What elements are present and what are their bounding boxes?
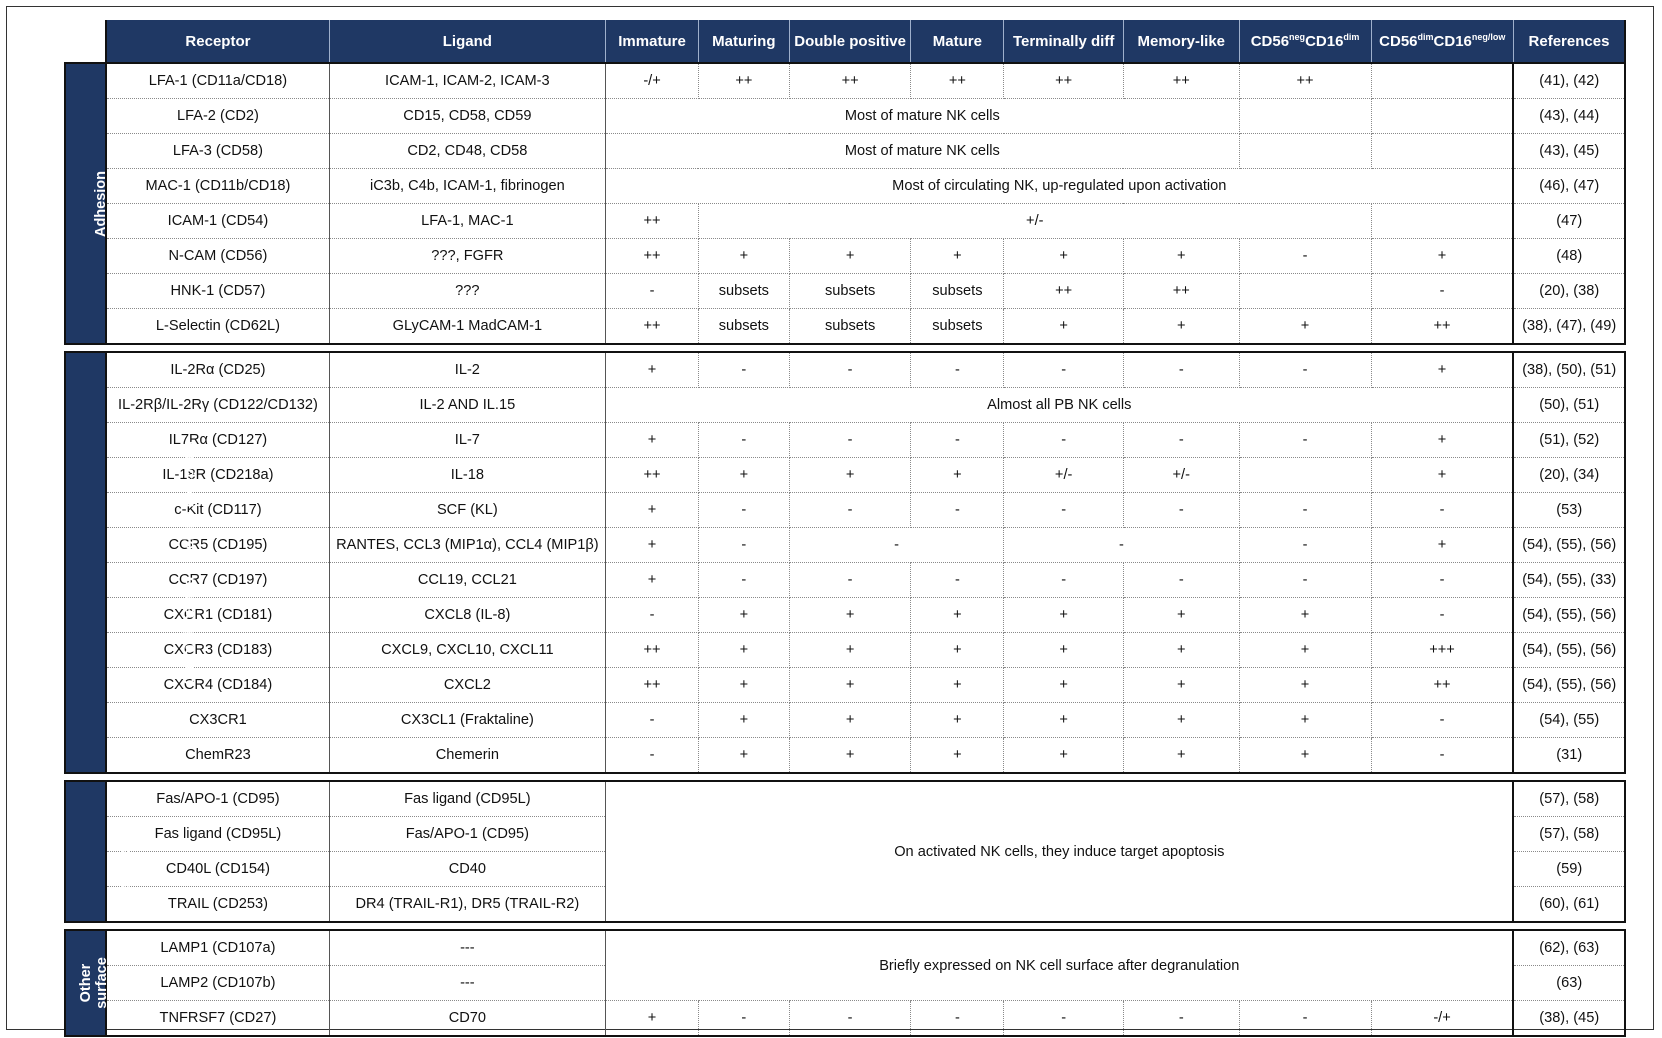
table-row xyxy=(65,528,1625,563)
value-cell: + xyxy=(911,738,1004,774)
ligand-cell: CD2, CD48, CD58 xyxy=(329,134,606,169)
ligand-cell: SCF (KL) xyxy=(329,493,606,528)
value-cell: - xyxy=(606,738,699,774)
header-immature: Immature xyxy=(606,20,699,63)
reference-cell: (20), (34) xyxy=(1513,458,1625,493)
value-cell: + xyxy=(1123,703,1239,738)
category-adhesion xyxy=(65,63,110,344)
value-cell: - xyxy=(1371,703,1513,738)
ligand-cell: CD70 xyxy=(329,1001,606,1037)
value-cell: - xyxy=(698,423,789,458)
value-cell: ++ xyxy=(606,458,699,493)
value-cell: + xyxy=(789,598,911,633)
table-row xyxy=(65,352,1625,388)
value-cell xyxy=(1239,458,1371,493)
value-cell: + xyxy=(1239,668,1371,703)
ligand-cell: CD40 xyxy=(329,852,606,887)
receptor-cell: LFA-3 (CD58) xyxy=(106,134,329,169)
value-cell: + xyxy=(1123,738,1239,774)
header-references: References xyxy=(1513,20,1625,63)
ligand-cell: CXCL8 (IL-8) xyxy=(329,598,606,633)
value-cell: - xyxy=(606,274,699,309)
table-row xyxy=(65,598,1625,633)
value-cell: - xyxy=(1239,1001,1371,1037)
category-label: Chemokine and Cytokine receptors xyxy=(181,440,198,685)
value-cell: - xyxy=(1371,563,1513,598)
category-label: Adhesion xyxy=(93,170,110,237)
value-cell: - xyxy=(1371,493,1513,528)
ligand-cell: CXCL9, CXCL10, CXCL11 xyxy=(329,633,606,668)
ligand-cell: --- xyxy=(329,966,606,1001)
value-cell: ++ xyxy=(1123,63,1239,99)
ligand-cell: Fas/APO-1 (CD95) xyxy=(329,817,606,852)
value-cell: + xyxy=(1004,738,1124,774)
span-cell: +/- xyxy=(698,204,1371,239)
value-cell: - xyxy=(1239,352,1371,388)
value-cell: ++ xyxy=(1004,63,1124,99)
table-row xyxy=(65,134,1625,169)
value-cell: ++ xyxy=(1239,63,1371,99)
category-death-receptors xyxy=(65,781,134,922)
reference-cell: (54), (55), (56) xyxy=(1513,528,1625,563)
value-cell: - xyxy=(1123,1001,1239,1037)
category-chemokine-cytokine xyxy=(65,352,198,773)
value-cell: + xyxy=(606,1001,699,1037)
table-row xyxy=(65,703,1625,738)
value-cell: - xyxy=(1239,563,1371,598)
value-cell: ++ xyxy=(606,633,699,668)
value-cell: + xyxy=(1004,239,1124,274)
value-cell: - xyxy=(606,598,699,633)
ligand-cell: IL-7 xyxy=(329,423,606,458)
value-cell: - xyxy=(1239,423,1371,458)
value-cell: + xyxy=(1371,458,1513,493)
value-cell: ++ xyxy=(606,309,699,345)
value-cell: - xyxy=(911,1001,1004,1037)
receptor-cell: CCR5 (CD195) xyxy=(106,528,329,563)
reference-cell: (63) xyxy=(1513,966,1625,1001)
header-receptor: Receptor xyxy=(106,20,329,63)
reference-cell: (43), (44) xyxy=(1513,99,1625,134)
value-cell: - xyxy=(789,563,911,598)
value-cell: - xyxy=(1123,352,1239,388)
value-cell: subsets xyxy=(911,309,1004,345)
value-cell: subsets xyxy=(911,274,1004,309)
value-cell xyxy=(1239,274,1371,309)
header-memory-like: Memory-like xyxy=(1123,20,1239,63)
category-other-surface xyxy=(65,930,110,1036)
nk-receptor-table xyxy=(64,20,1626,1037)
reference-cell: (38), (50), (51) xyxy=(1513,352,1625,388)
receptor-cell: L-Selectin (CD62L) xyxy=(106,309,329,345)
header-maturing: Maturing xyxy=(698,20,789,63)
reference-cell: (59) xyxy=(1513,852,1625,887)
table-row xyxy=(65,493,1625,528)
span-cell: Almost all PB NK cells xyxy=(606,388,1514,423)
value-cell xyxy=(1371,204,1513,239)
table-row xyxy=(65,423,1625,458)
ligand-cell: CX3CL1 (Fraktaline) xyxy=(329,703,606,738)
value-cell: + xyxy=(1123,633,1239,668)
table-row xyxy=(65,458,1625,493)
value-cell: + xyxy=(1004,668,1124,703)
value-cell: + xyxy=(606,493,699,528)
value-cell xyxy=(1371,63,1513,99)
value-cell: ++ xyxy=(1371,309,1513,345)
reference-cell: (60), (61) xyxy=(1513,887,1625,923)
reference-cell: (54), (55) xyxy=(1513,703,1625,738)
value-cell: - xyxy=(911,563,1004,598)
value-cell: - xyxy=(789,1001,911,1037)
value-cell: - xyxy=(1371,738,1513,774)
value-cell: - xyxy=(1004,1001,1124,1037)
value-cell: + xyxy=(1239,633,1371,668)
value-cell: ++ xyxy=(911,63,1004,99)
receptor-cell: IL-18R (CD218a) xyxy=(106,458,329,493)
value-cell xyxy=(1371,99,1513,134)
span-cell: Briefly expressed on NK cell surface after degranulation xyxy=(606,930,1514,1001)
value-cell: ++ xyxy=(1123,274,1239,309)
receptor-cell: TRAIL (CD253) xyxy=(106,887,329,923)
receptor-cell: LAMP1 (CD107a) xyxy=(106,930,329,966)
span-cell: Most of mature NK cells xyxy=(606,134,1239,169)
category-label: Death Receptors xyxy=(117,793,134,910)
value-cell: + xyxy=(911,239,1004,274)
reference-cell: (20), (38) xyxy=(1513,274,1625,309)
ligand-cell: GLyCAM-1 MadCAM-1 xyxy=(329,309,606,345)
receptor-cell: CXCR4 (CD184) xyxy=(106,668,329,703)
value-cell: + xyxy=(911,703,1004,738)
value-cell: + xyxy=(1371,239,1513,274)
reference-cell: (54), (55), (33) xyxy=(1513,563,1625,598)
table-row xyxy=(65,169,1625,204)
value-cell: -/+ xyxy=(606,63,699,99)
value-cell: + xyxy=(698,598,789,633)
table-row xyxy=(65,309,1625,345)
value-cell: + xyxy=(789,668,911,703)
ligand-cell: Chemerin xyxy=(329,738,606,774)
value-cell: + xyxy=(911,633,1004,668)
ligand-cell: LFA-1, MAC-1 xyxy=(329,204,606,239)
value-cell: - xyxy=(698,563,789,598)
ligand-cell: IL-18 xyxy=(329,458,606,493)
receptor-cell: LFA-2 (CD2) xyxy=(106,99,329,134)
header-double-positive: Double positive xyxy=(789,20,911,63)
receptor-cell: CCR7 (CD197) xyxy=(106,563,329,598)
value-cell: - xyxy=(1371,274,1513,309)
value-cell: - xyxy=(1004,563,1124,598)
receptor-cell: CD40L (CD154) xyxy=(106,852,329,887)
value-cell: + xyxy=(698,738,789,774)
receptor-cell: IL-2Rβ/IL-2Rγ (CD122/CD132) xyxy=(106,388,329,423)
value-cell: + xyxy=(1004,703,1124,738)
reference-cell: (50), (51) xyxy=(1513,388,1625,423)
table-row xyxy=(65,930,1625,966)
value-cell: subsets xyxy=(789,274,911,309)
header-cd56neg-cd16dim: $CD56^{neg}CD16^{dim}$ xyxy=(1239,20,1371,63)
value-cell: ++ xyxy=(606,204,699,239)
value-cell: + xyxy=(606,563,699,598)
ligand-cell: CCL19, CCL21 xyxy=(329,563,606,598)
span-cell: Most of mature NK cells xyxy=(606,99,1239,134)
reference-cell: (57), (58) xyxy=(1513,817,1625,852)
table-row xyxy=(65,738,1625,774)
value-cell: subsets xyxy=(789,309,911,345)
ligand-cell: CXCL2 xyxy=(329,668,606,703)
reference-cell: (41), (42) xyxy=(1513,63,1625,99)
ligand-cell: DR4 (TRAIL-R1), DR5 (TRAIL-R2) xyxy=(329,887,606,923)
receptor-cell: HNK-1 (CD57) xyxy=(106,274,329,309)
value-cell: + xyxy=(606,352,699,388)
value-cell: - xyxy=(1123,563,1239,598)
value-cell: - xyxy=(1123,493,1239,528)
value-cell xyxy=(1239,134,1371,169)
value-cell: - xyxy=(789,352,911,388)
value-cell: - xyxy=(698,528,789,563)
value-cell: +/- xyxy=(1123,458,1239,493)
value-cell: + xyxy=(789,703,911,738)
value-cell: + xyxy=(789,633,911,668)
value-cell: + xyxy=(1123,668,1239,703)
value-cell: ++ xyxy=(789,63,911,99)
value-cell: + xyxy=(1004,598,1124,633)
value-cell: + xyxy=(789,738,911,774)
section-gap xyxy=(65,344,1625,352)
value-cell: - xyxy=(1004,352,1124,388)
value-cell: - xyxy=(606,703,699,738)
value-cell: + xyxy=(911,458,1004,493)
value-cell: - xyxy=(698,352,789,388)
value-cell: +++ xyxy=(1371,633,1513,668)
table-row xyxy=(65,388,1625,423)
value-cell: + xyxy=(1371,352,1513,388)
value-cell: ++ xyxy=(606,668,699,703)
header-row xyxy=(65,20,1625,63)
value-cell: + xyxy=(911,668,1004,703)
header-mature: Mature xyxy=(911,20,1004,63)
value-cell xyxy=(1239,99,1371,134)
value-cell: + xyxy=(1123,309,1239,345)
receptor-cell: CX3CR1 xyxy=(106,703,329,738)
table-row xyxy=(65,1001,1625,1037)
value-cell: + xyxy=(911,598,1004,633)
receptor-cell: CXCR3 (CD183) xyxy=(106,633,329,668)
ligand-cell: IL-2 xyxy=(329,352,606,388)
reference-cell: (54), (55), (56) xyxy=(1513,633,1625,668)
value-cell: + xyxy=(1239,309,1371,345)
receptor-cell: ICAM-1 (CD54) xyxy=(106,204,329,239)
value-cell: subsets xyxy=(698,309,789,345)
receptor-cell: LAMP2 (CD107b) xyxy=(106,966,329,1001)
value-cell: + xyxy=(698,703,789,738)
ligand-cell: ???, FGFR xyxy=(329,239,606,274)
value-cell: subsets xyxy=(698,274,789,309)
span-cell: - xyxy=(1004,528,1239,563)
value-cell: - xyxy=(789,423,911,458)
table-row xyxy=(65,781,1625,817)
receptor-cell: TNFRSF7 (CD27) xyxy=(106,1001,329,1037)
ligand-cell: --- xyxy=(329,930,606,966)
reference-cell: (38), (47), (49) xyxy=(1513,309,1625,345)
category-label: Other surface xyxy=(77,957,110,1009)
receptor-cell: Fas/APO-1 (CD95) xyxy=(106,781,329,817)
section-gap xyxy=(65,922,1625,930)
value-cell: + xyxy=(1239,703,1371,738)
value-cell: + xyxy=(1123,239,1239,274)
value-cell: + xyxy=(606,528,699,563)
table-row xyxy=(65,274,1625,309)
receptor-cell: LFA-1 (CD11a/CD18) xyxy=(106,63,329,99)
value-cell: + xyxy=(789,239,911,274)
reference-cell: (62), (63) xyxy=(1513,930,1625,966)
receptor-cell: MAC-1 (CD11b/CD18) xyxy=(106,169,329,204)
reference-cell: (38), (45) xyxy=(1513,1001,1625,1037)
table-row xyxy=(65,239,1625,274)
value-cell: - xyxy=(911,423,1004,458)
table-row xyxy=(65,563,1625,598)
value-cell: - xyxy=(1004,423,1124,458)
ligand-cell: CD15, CD58, CD59 xyxy=(329,99,606,134)
ligand-cell: Fas ligand (CD95L) xyxy=(329,781,606,817)
value-cell: ++ xyxy=(1004,274,1124,309)
value-cell: + xyxy=(606,423,699,458)
value-cell: + xyxy=(1239,598,1371,633)
value-cell: - xyxy=(911,352,1004,388)
value-cell: - xyxy=(1123,423,1239,458)
value-cell: +/- xyxy=(1004,458,1124,493)
value-cell: ++ xyxy=(606,239,699,274)
table-row xyxy=(65,633,1625,668)
value-cell: - xyxy=(1239,528,1371,563)
value-cell: - xyxy=(698,1001,789,1037)
receptor-cell: IL7Rα (CD127) xyxy=(106,423,329,458)
reference-cell: (54), (55), (56) xyxy=(1513,668,1625,703)
header-cd56dim-cd16neglow: $CD56^{dim}CD16^{neg/low}$ xyxy=(1371,20,1513,63)
reference-cell: (51), (52) xyxy=(1513,423,1625,458)
receptor-cell: IL-2Rα (CD25) xyxy=(106,352,329,388)
value-cell: - xyxy=(1371,598,1513,633)
value-cell: ++ xyxy=(1371,668,1513,703)
value-cell: + xyxy=(698,668,789,703)
value-cell: + xyxy=(789,458,911,493)
table-row xyxy=(65,204,1625,239)
value-cell: - xyxy=(911,493,1004,528)
value-cell: -/+ xyxy=(1371,1001,1513,1037)
header-terminally-diff: Terminally diff xyxy=(1004,20,1124,63)
value-cell: - xyxy=(1239,239,1371,274)
value-cell: - xyxy=(698,493,789,528)
value-cell xyxy=(1371,134,1513,169)
span-cell: - xyxy=(789,528,1004,563)
value-cell: + xyxy=(698,633,789,668)
value-cell: ++ xyxy=(698,63,789,99)
reference-cell: (43), (45) xyxy=(1513,134,1625,169)
reference-cell: (46), (47) xyxy=(1513,169,1625,204)
receptor-cell: Fas ligand (CD95L) xyxy=(106,817,329,852)
receptor-cell: ChemR23 xyxy=(106,738,329,774)
span-cell: Most of circulating NK, up-regulated upon activation xyxy=(606,169,1514,204)
value-cell: + xyxy=(1004,309,1124,345)
reference-cell: (48) xyxy=(1513,239,1625,274)
receptor-cell: c-Kit (CD117) xyxy=(106,493,329,528)
value-cell: - xyxy=(789,493,911,528)
header-blank xyxy=(65,20,106,63)
reference-cell: (53) xyxy=(1513,493,1625,528)
ligand-cell: iC3b, C4b, ICAM-1, fibrinogen xyxy=(329,169,606,204)
ligand-cell: ??? xyxy=(329,274,606,309)
value-cell: + xyxy=(1123,598,1239,633)
value-cell: + xyxy=(698,458,789,493)
receptor-cell: N-CAM (CD56) xyxy=(106,239,329,274)
header-ligand: Ligand xyxy=(329,20,606,63)
section-gap xyxy=(65,773,1625,781)
reference-cell: (31) xyxy=(1513,738,1625,774)
value-cell: + xyxy=(1004,633,1124,668)
value-cell: - xyxy=(1239,493,1371,528)
table-row xyxy=(65,99,1625,134)
value-cell: + xyxy=(698,239,789,274)
table-row xyxy=(65,668,1625,703)
value-cell: - xyxy=(1004,493,1124,528)
span-cell: On activated NK cells, they induce target apoptosis xyxy=(606,781,1514,922)
value-cell: + xyxy=(1371,528,1513,563)
reference-cell: (47) xyxy=(1513,204,1625,239)
value-cell: + xyxy=(1239,738,1371,774)
reference-cell: (57), (58) xyxy=(1513,781,1625,817)
receptor-cell: CXCR1 (CD181) xyxy=(106,598,329,633)
value-cell: + xyxy=(1371,423,1513,458)
ligand-cell: ICAM-1, ICAM-2, ICAM-3 xyxy=(329,63,606,99)
ligand-cell: IL-2 AND IL.15 xyxy=(329,388,606,423)
reference-cell: (54), (55), (56) xyxy=(1513,598,1625,633)
ligand-cell: RANTES, CCL3 (MIP1α), CCL4 (MIP1β) xyxy=(329,528,606,563)
table-row xyxy=(65,63,1625,99)
